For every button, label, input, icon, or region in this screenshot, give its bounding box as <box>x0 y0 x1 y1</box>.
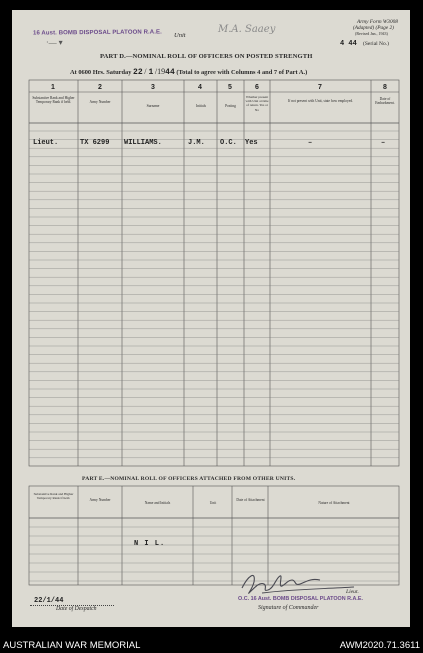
unit-label: Unit <box>174 32 186 39</box>
row-embark: – <box>381 139 386 147</box>
serial-value: 4 44 <box>340 40 357 48</box>
lieut-label: Lieut. <box>346 589 359 595</box>
row-army-number: TX 6299 <box>80 139 110 147</box>
row-rank: Lieut. <box>33 139 59 147</box>
despatch-date: 22/1/44 <box>34 597 64 605</box>
col-header-initials: Initials <box>196 104 206 108</box>
col-num-6: 6 <box>255 84 259 91</box>
e-header-rank: Substantive Rank and Higher Temporary Rank if held. <box>33 492 74 501</box>
commander-label: Signature of Commander <box>258 605 319 611</box>
nil-text: N I L. <box>134 540 166 548</box>
row-initials: J.M. <box>188 139 205 147</box>
col-num-1: 1 <box>51 84 55 91</box>
e-header-nature: Nature of Attachment <box>318 501 350 505</box>
col-header-employed: If not present with Unit, state how employed. <box>287 99 354 103</box>
col-num-2: 2 <box>98 84 102 91</box>
e-header-unit: Unit <box>209 501 217 505</box>
col-num-5: 5 <box>228 84 232 91</box>
e-header-date: Date of Attachment <box>236 498 265 502</box>
part-d-title: PART D.—NOMINAL ROLL OF OFFICERS ON POSTED STRENGTH <box>100 53 313 60</box>
form-adapted: (Adapted) (Page 2) <box>353 25 394 31</box>
commander-stamp: O.C. 16 Aust. BOMB DISPOSAL PLATOON R.A.E. <box>238 596 363 602</box>
e-header-army-number: Army Number <box>89 498 111 502</box>
caption-right: AWM2020.71.3611 <box>339 640 420 651</box>
handwritten-top: M.A. Saaey <box>218 24 276 35</box>
col-header-surname: Surname <box>146 104 160 108</box>
unit-stamp: 16 Aust. BOMB DISPOSAL PLATOON R.A.E. <box>32 29 162 37</box>
at-line-suffix: (Total to agree with Columns 4 and 7 of Part A.) <box>176 69 308 76</box>
despatch-label: Date of Despatch <box>56 606 97 612</box>
date-month: 1 <box>148 68 154 77</box>
form-number: Army Form W3008 <box>357 19 398 25</box>
col-header-embark: Date of Embarkment. <box>375 97 395 106</box>
col-header-present: Whether present with Unit at time of return. Yes or No <box>245 95 269 112</box>
col-header-rank: Substantive Rank and Higher Temporary Rank if held. <box>32 96 75 105</box>
at-line: At 0600 Hrs. Saturday 22 / 1 /1944 (Total to agree with Columns 4 and 7 of Part A.) <box>70 67 308 77</box>
row-surname: WILLIAMS. <box>124 139 162 147</box>
col-num-3: 3 <box>151 84 155 91</box>
part-e-title: PART E.—NOMINAL ROLL OF OFFICERS ATTACHED FROM OTHER UNITS. <box>82 476 296 482</box>
caption-bar <box>0 638 423 653</box>
date-day: 22 <box>133 68 143 77</box>
serial-label: (Serial No.) <box>363 41 389 47</box>
e-header-name: Name and Initials <box>144 501 171 505</box>
col-num-8: 8 <box>383 84 387 91</box>
form-revised: (Revised Jan., 1943) <box>355 31 388 36</box>
row-present: Yes <box>245 139 258 147</box>
col-num-7: 7 <box>318 84 322 91</box>
col-header-posting: Posting <box>225 104 236 108</box>
mark-icon: ·— ▾ <box>46 38 63 47</box>
row-employed: – <box>308 139 313 147</box>
caption-left: AUSTRALIAN WAR MEMORIAL <box>3 640 141 651</box>
row-posting: O.C. <box>220 139 237 147</box>
col-header-army-number: Army Number <box>89 100 111 104</box>
col-num-4: 4 <box>198 84 202 91</box>
date-year: 44 <box>165 68 175 77</box>
at-line-prefix: At 0600 Hrs. Saturday <box>70 69 132 76</box>
